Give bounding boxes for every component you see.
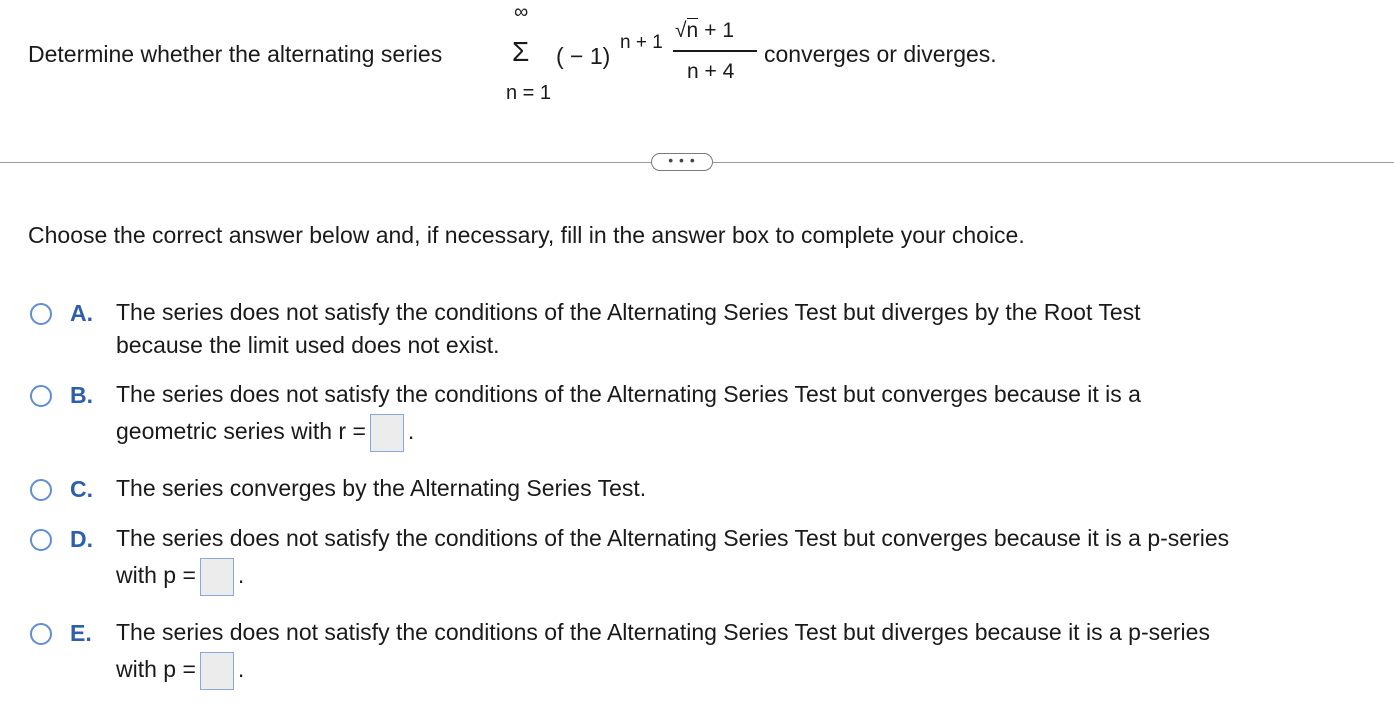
option-e-line2-suffix: . (237, 656, 245, 683)
option-b-letter: B. (70, 382, 93, 408)
alternating-exponent: n + 1 (620, 32, 663, 53)
option-d-answer-box[interactable] (200, 558, 234, 596)
option-d-line2-prefix: with p = (116, 562, 196, 589)
option-d-text: The series does not satisfy the conditions of the Alternating Series Test but converges because it is a p-series (116, 525, 1230, 551)
option-c-letter: C. (70, 476, 93, 502)
option-e-answer-box[interactable] (200, 652, 234, 690)
option-e-text: The series does not satisfy the conditions of the Alternating Series Test but diverges because it is a p-series (116, 619, 1210, 645)
option-b-text: The series does not satisfy the conditions of the Alternating Series Test but converges because it is a (116, 381, 1141, 407)
option-b-text-line2 (116, 414, 414, 452)
option-d-radio[interactable] (30, 529, 52, 551)
instruction-text: Choose the correct answer below and, if necessary, fill in the answer box to complete your choice. (28, 222, 1025, 248)
sigma-symbol: Σ (512, 36, 530, 67)
option-d-line2-suffix: . (237, 562, 245, 589)
option-a-radio[interactable] (30, 303, 52, 325)
question-prompt (28, 0, 1388, 130)
fraction-denominator: n + 4 (687, 60, 735, 83)
option-e-radio[interactable] (30, 623, 52, 645)
option-b-radio[interactable] (30, 385, 52, 407)
radicand: n (686, 19, 699, 42)
option-d-letter: D. (70, 526, 93, 552)
option-c-text: The series converges by the Alternating Series Test. (116, 475, 647, 501)
option-b-line2-suffix: . (407, 418, 415, 445)
sigma-upper-limit: ∞ (514, 1, 529, 23)
option-a-text: The series does not satisfy the conditions of the Alternating Series Test but diverges by the Root Test (116, 299, 1141, 325)
fraction-numerator (675, 18, 734, 43)
question-prefix: Determine whether the alternating series (28, 41, 443, 67)
option-e-line2-prefix: with p = (116, 656, 196, 683)
option-e-text-line2 (116, 652, 244, 690)
option-b-line2-prefix: geometric series with r = (116, 418, 366, 445)
option-e-letter: E. (70, 620, 92, 646)
square-root-icon: √ (675, 19, 687, 42)
option-b-answer-box[interactable] (370, 414, 404, 452)
option-a-letter: A. (70, 300, 93, 326)
option-d-text-line2 (116, 558, 244, 596)
more-options-button[interactable]: • • • (651, 153, 713, 171)
fraction-bar (673, 50, 757, 52)
numerator-constant: + 1 (704, 19, 734, 42)
series-term-fraction (673, 14, 757, 94)
option-a-text-line2: because the limit used does not exist. (116, 332, 500, 358)
sigma-lower-limit: n = 1 (506, 82, 552, 104)
option-c-radio[interactable] (30, 479, 52, 501)
question-suffix: converges or diverges. (764, 41, 997, 67)
alternating-factor: ( − 1) (556, 43, 611, 69)
